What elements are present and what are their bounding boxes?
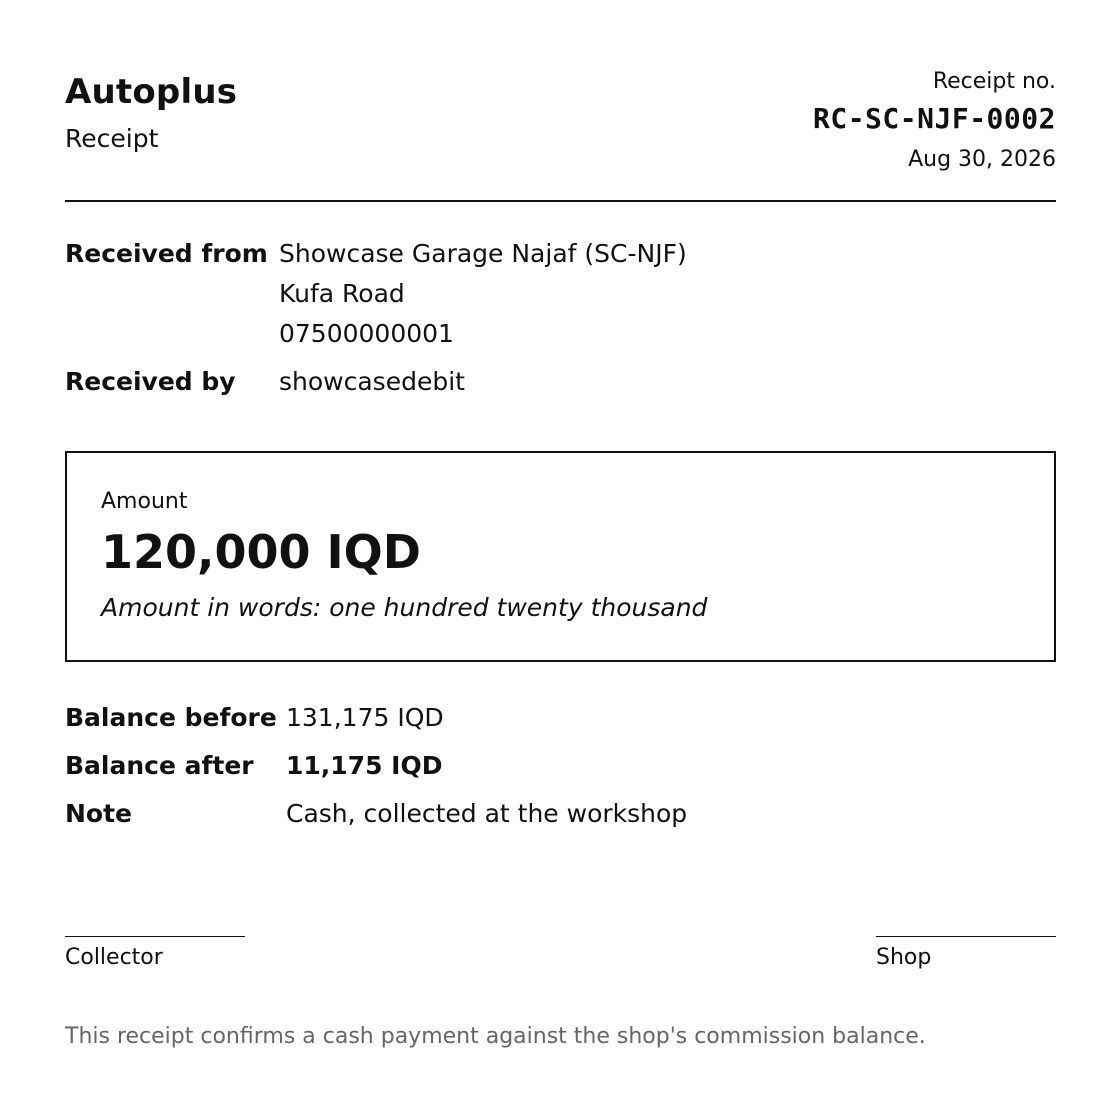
- received-from-details: [279, 234, 687, 354]
- amount-in-words: Amount in words: one hundred twenty thousand: [101, 593, 708, 622]
- collector-label: Collector: [65, 945, 163, 970]
- received-from-phone: 07500000001: [279, 319, 454, 348]
- balances-section: [65, 694, 1056, 838]
- shop-signature-line: [876, 936, 1056, 937]
- receipt-page: [65, 0, 1056, 1118]
- received-from-name: Showcase Garage Najaf (SC-NJF): [279, 239, 687, 268]
- received-from-label: Received from: [65, 239, 268, 268]
- balance-before-value: 131,175 IQD: [286, 703, 444, 732]
- receipt-number-label: Receipt no.: [932, 69, 1056, 94]
- receipt-date: Aug 30, 2026: [908, 147, 1056, 172]
- received-from-row: [65, 234, 1056, 354]
- note-row: [65, 790, 1056, 838]
- receipt-meta: [813, 66, 1056, 180]
- balance-before-row: [65, 694, 1056, 742]
- collector-signature: [65, 936, 245, 970]
- document-type: Receipt: [65, 124, 159, 153]
- balance-after-label: Balance after: [65, 751, 254, 780]
- receipt-number: RC-SC-NJF-0002: [812, 102, 1056, 135]
- note-value: Cash, collected at the workshop: [286, 799, 688, 828]
- amount-label: Amount: [101, 489, 188, 514]
- balance-after-value: 11,175 IQD: [286, 751, 443, 780]
- note-label: Note: [65, 799, 133, 828]
- balance-after-row: [65, 742, 1056, 790]
- collector-signature-line: [65, 936, 245, 937]
- footer-note: This receipt confirms a cash payment against the shop's commission balance.: [65, 1024, 926, 1049]
- received-by-value: showcasedebit: [279, 367, 465, 396]
- receipt-header: [65, 0, 1056, 202]
- balance-before-label: Balance before: [65, 703, 277, 732]
- received-by-row: [65, 362, 1056, 402]
- shop-signature: [876, 936, 1056, 970]
- parties-section: [65, 234, 1056, 402]
- amount-value: 120,000 IQD: [101, 525, 421, 579]
- shop-label: Shop: [876, 945, 932, 970]
- received-by-label: Received by: [65, 367, 236, 396]
- received-from-address: Kufa Road: [279, 279, 405, 308]
- brand-name: Autoplus: [65, 72, 238, 112]
- amount-box: [65, 451, 1056, 662]
